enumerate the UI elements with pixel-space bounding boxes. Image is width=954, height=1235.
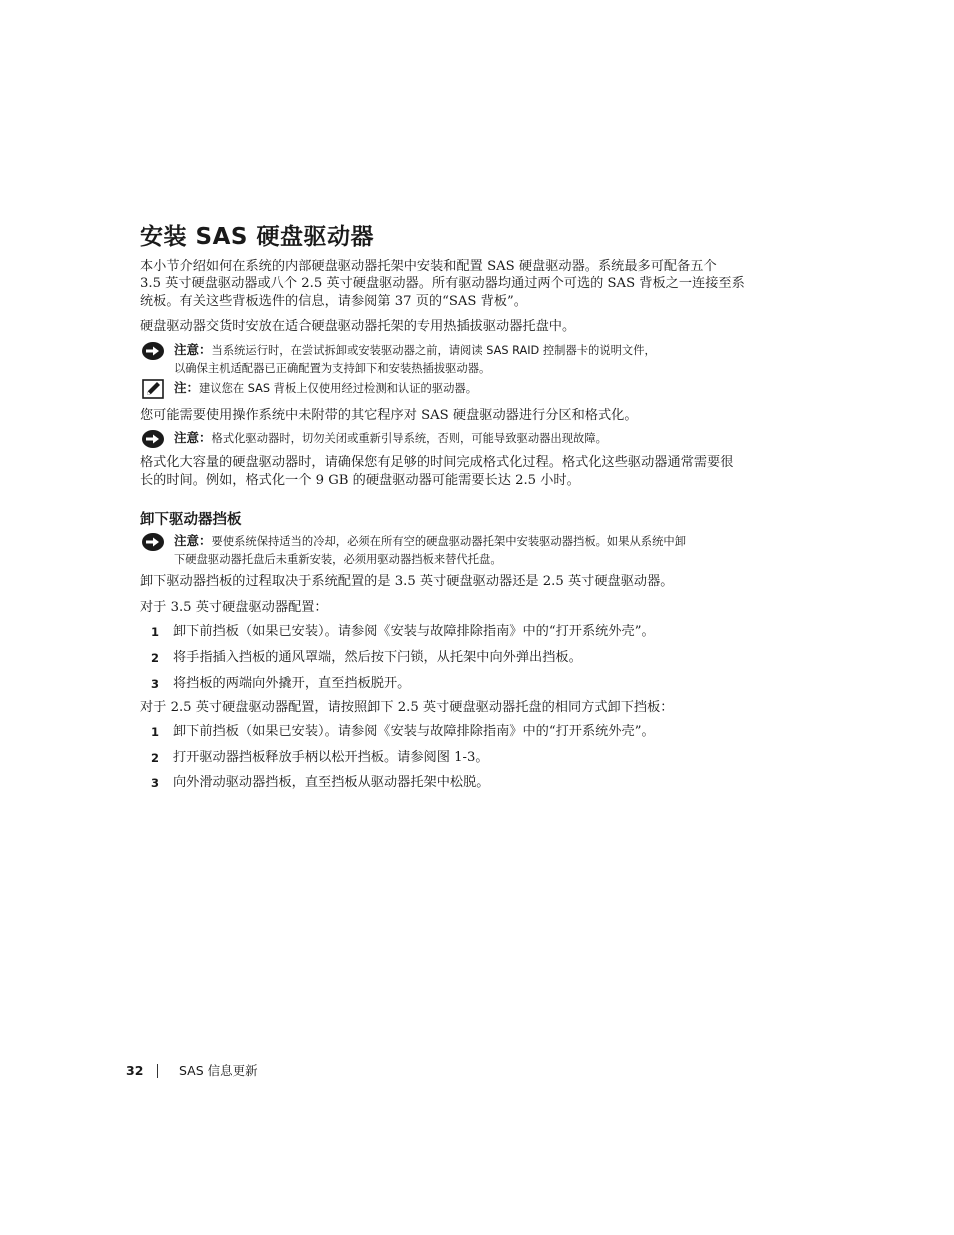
step-number: 3 bbox=[151, 677, 160, 691]
step-number: 3 bbox=[151, 776, 160, 790]
note-pencil-icon bbox=[141, 379, 165, 399]
step-text: 打开驱动器挡板释放手柄以松开挡板。请参阅图 1-3。 bbox=[173, 750, 489, 765]
notice-arrow-icon bbox=[141, 341, 165, 361]
paragraph-tray: 硬盘驱动器交货时安放在适合硬盘驱动器托架的专用热插拔驱动器托盘中。 bbox=[140, 319, 576, 334]
intro-line-3: 统板。有关这些背板选件的信息，请参阅第 37 页的“SAS 背板”。 bbox=[140, 294, 527, 309]
notice-text-line-2: 以确保主机适配器已正确配置为支持卸下和安装热插拔驱动器。 bbox=[174, 362, 491, 375]
format-line-2: 长的时间。例如，格式化一个 9 GB 的硬盘驱动器可能需要长达 2.5 小时。 bbox=[140, 473, 580, 488]
format-line-1: 格式化大容量的硬盘驱动器时，请确保您有足够的时间完成格式化过程。格式化这些驱动器通常需要很 bbox=[140, 455, 734, 470]
step-text: 向外滑动驱动器挡板，直至挡板从驱动器托架中松脱。 bbox=[173, 775, 490, 790]
notice-text: 格式化驱动器时，切勿关闭或重新引导系统，否则，可能导致驱动器出现故障。 bbox=[211, 432, 607, 445]
intro-line-1: 本小节介绍如何在系统的内部硬盘驱动器托架中安装和配置 SAS 硬盘驱动器。系统最多可配备五个 bbox=[140, 259, 717, 274]
notice-text-line-1: 当系统运行时，在尝试拆卸或安装驱动器之前，请阅读 SAS RAID 控制器卡的说明文件， bbox=[211, 344, 656, 357]
note-label: 注： bbox=[174, 380, 200, 395]
intro-line-2: 3.5 英寸硬盘驱动器或八个 2.5 英寸硬盘驱动器。所有驱动器均通过两个可选的 SAS 背板之一连接至系 bbox=[140, 276, 745, 291]
step-number: 2 bbox=[151, 651, 160, 665]
notice-label: 注意： bbox=[174, 430, 212, 445]
page-footer bbox=[126, 1061, 258, 1081]
notice-text-line-2: 下硬盘驱动器托盘后未重新安装，必须用驱动器挡板来替代托盘。 bbox=[174, 553, 502, 566]
step-text: 将挡板的两端向外撬开，直至挡板脱开。 bbox=[173, 676, 411, 691]
footer-divider bbox=[157, 1064, 158, 1078]
subsection-title: 卸下驱动器挡板 bbox=[140, 512, 242, 528]
notice-arrow-icon bbox=[141, 532, 165, 552]
config-25-intro: 对于 2.5 英寸硬盘驱动器配置，请按照卸下 2.5 英寸硬盘驱动器托盘的相同方式卸下挡板： bbox=[140, 700, 674, 715]
notice-label: 注意： bbox=[174, 342, 212, 357]
step-number: 1 bbox=[151, 725, 160, 739]
paragraph-blank-removal: 卸下驱动器挡板的过程取决于系统配置的是 3.5 英寸硬盘驱动器还是 2.5 英寸硬盘驱动器。 bbox=[140, 574, 674, 589]
config-35-intro: 对于 3.5 英寸硬盘驱动器配置： bbox=[140, 600, 328, 615]
note-text: 建议您在 SAS 背板上仅使用经过检测和认证的驱动器。 bbox=[199, 382, 478, 395]
step-number: 1 bbox=[151, 625, 160, 639]
paragraph-partition: 您可能需要使用操作系统中未附带的其它程序对 SAS 硬盘驱动器进行分区和格式化。 bbox=[140, 408, 638, 423]
notice-arrow-icon bbox=[141, 429, 165, 449]
section-title: 安装 SAS 硬盘驱动器 bbox=[140, 224, 374, 250]
footer-title: SAS 信息更新 bbox=[179, 1063, 258, 1078]
step-text: 卸下前挡板（如果已安装）。请参阅《安装与故障排除指南》中的“打开系统外壳”。 bbox=[173, 724, 655, 739]
step-number: 2 bbox=[151, 751, 160, 765]
notice-text-line-1: 要使系统保持适当的冷却，必须在所有空的硬盘驱动器托架中安装驱动器挡板。如果从系统中卸 bbox=[211, 535, 686, 548]
step-text: 将手指插入挡板的通风罩端，然后按下闩锁，从托架中向外弹出挡板。 bbox=[173, 650, 582, 665]
notice-label: 注意： bbox=[174, 533, 212, 548]
step-text: 卸下前挡板（如果已安装）。请参阅《安装与故障排除指南》中的“打开系统外壳”。 bbox=[173, 624, 655, 639]
page-number: 32 bbox=[126, 1063, 144, 1078]
